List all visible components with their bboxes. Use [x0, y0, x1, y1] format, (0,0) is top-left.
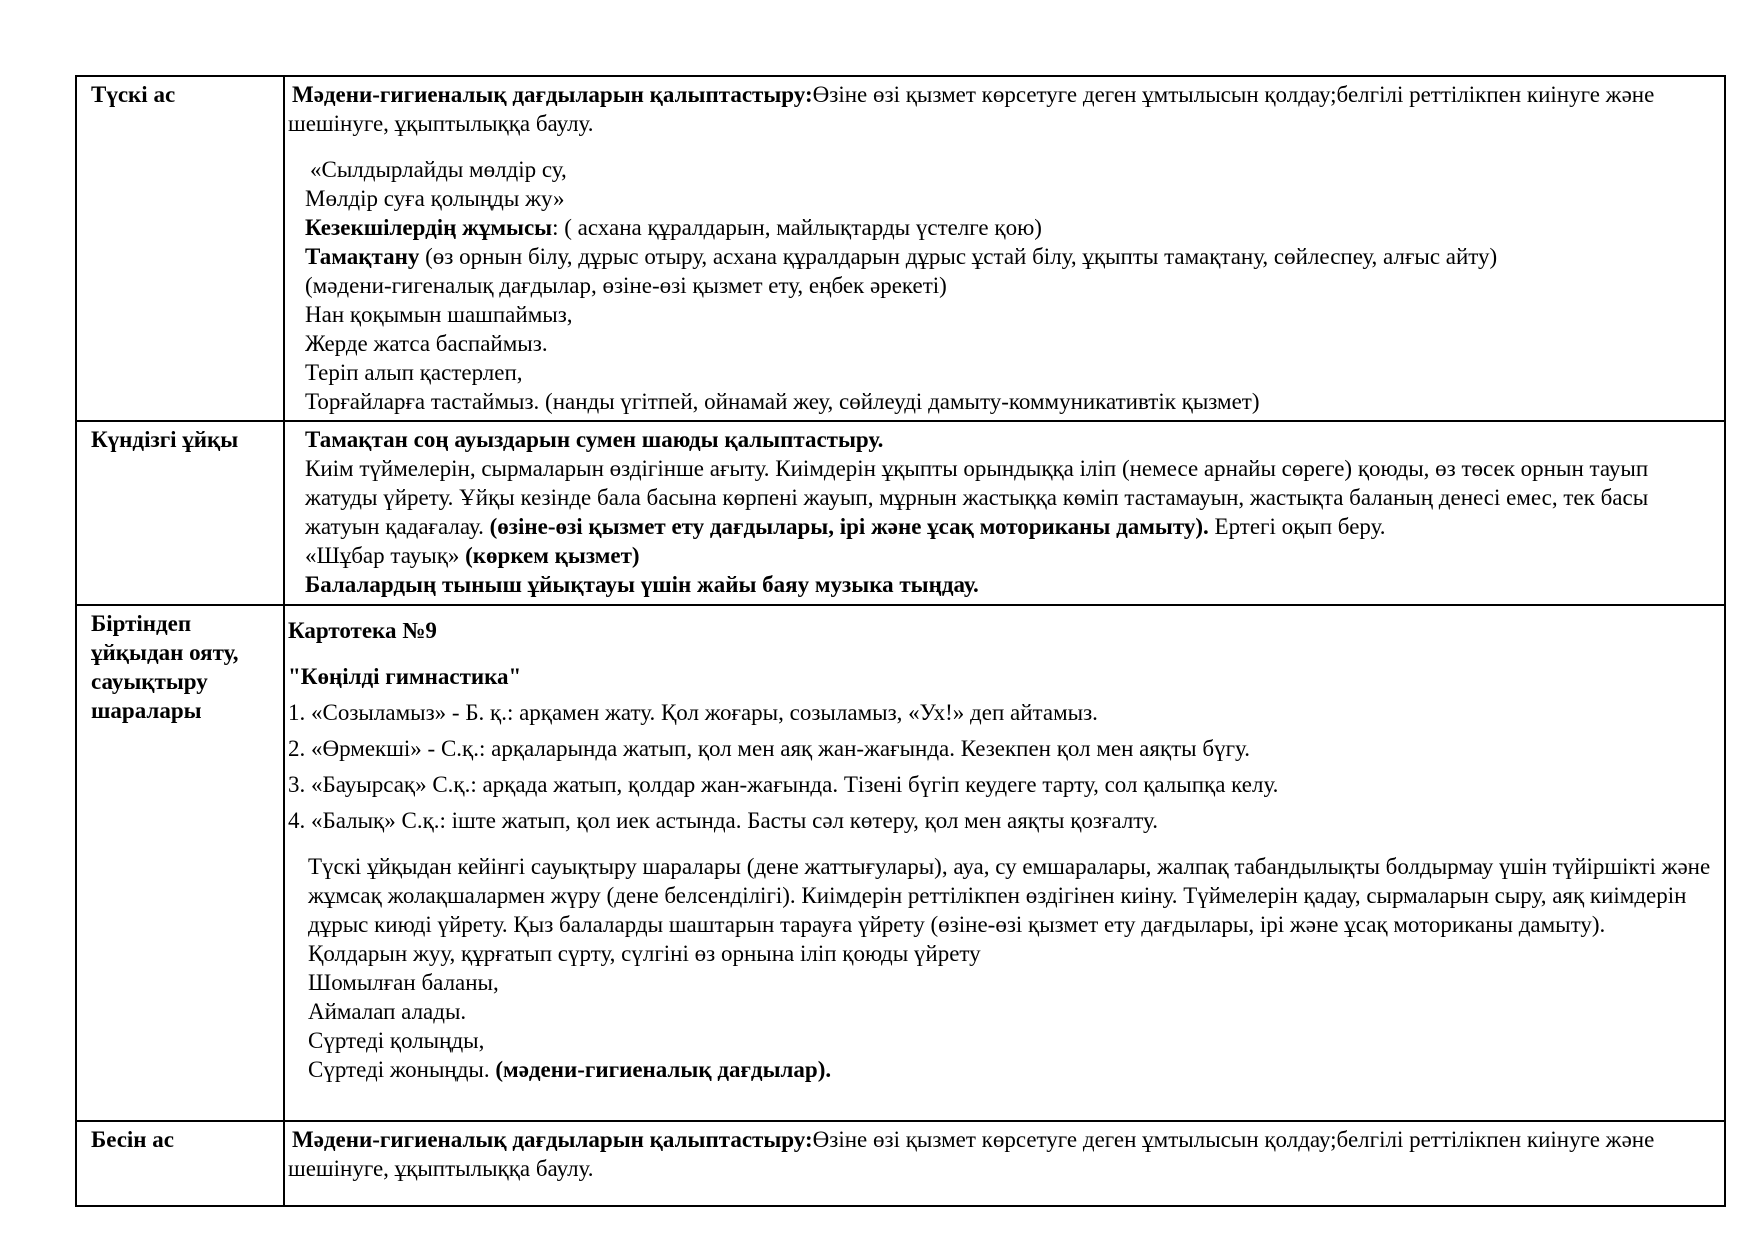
- poem-last-line: [308, 1055, 1720, 1084]
- poem-line: Жерде жатса баспаймыз.: [305, 331, 548, 356]
- duty-bold: Кезекшілердің жұмысы: [305, 215, 553, 240]
- story-title: «Шұбар тауық»: [305, 543, 466, 568]
- schedule-table: [75, 75, 1726, 1207]
- intro-bold: Мәдени-гигиеналық дағдыларын қалыптастыру:: [292, 1127, 813, 1152]
- meal-note: (мәдени-гигеналық дағдылар, өзіне-өзі қызмет ету, еңбек әрекеті): [305, 273, 947, 298]
- row-label: Күндізгі ұйқы: [76, 421, 284, 605]
- row-content: [284, 1121, 1725, 1206]
- table-row: [76, 605, 1725, 1121]
- poem-last-text: Сүртеді жоныңды.: [308, 1057, 496, 1082]
- sleep-tail: Ертегі оқып беру.: [1208, 514, 1386, 539]
- duty-line: [288, 213, 1720, 242]
- row-content: [284, 76, 1725, 421]
- intro-text: Өзіне өзі қызмет көрсетуге деген ұмтылысын қолдау;белгілі реттілікпен киінуге және шешінуге, ұқыптылыққа баулу.: [288, 82, 1655, 136]
- exercise-item: 3. «Бауырсақ» С.қ.: арқада жатып, қолдар жан-жағында. Тізені бүгіп кеудеге тарту, сол қалыпқа келу.: [288, 772, 1279, 797]
- story-line: [305, 541, 1720, 570]
- poem-line: Аймалап алады.: [308, 999, 467, 1024]
- story-bold: (көркем қызмет): [465, 543, 640, 568]
- meal-text: (өз орнын білу, дұрыс отыру, асхана құралдарын дұрыс ұстай білу, ұқыпты тамақтану, сөйлеспеу, алғыс айту): [419, 244, 1498, 269]
- intro-bold: Мәдени-гигиеналық дағдыларын қалыптастыру:: [292, 82, 813, 107]
- meal-bold: Тамақтану: [305, 244, 420, 269]
- table-row: [76, 421, 1725, 605]
- card-title: Картотека №9: [288, 618, 437, 643]
- gym-title: "Көңілді гимнастика": [288, 664, 522, 689]
- exercise-item: 4. «Балық» С.қ.: іште жатып, қол иек астында. Басты сәл көтеру, қол мен аяқты қозғалту.: [288, 808, 1159, 833]
- poem-line: Торғайларға тастаймыз. (нанды үгітпей, ойнамай жеу, сөйлеуді дамыту-коммуникативтік қызмет): [305, 389, 1260, 414]
- poem-line: Теріп алып қастерлеп,: [305, 360, 523, 385]
- poem-line: Нан қоқымын шашпаймыз,: [305, 302, 573, 327]
- poem-line: Шомылған баланы,: [308, 970, 499, 995]
- intro-text: Өзіне өзі қызмет көрсетуге деген ұмтылысын қолдау;белгілі реттілікпен киінуге және шешінуге, ұқыптылыққа баулу.: [288, 1127, 1655, 1181]
- duty-text: : ( асхана құралдарын, майлықтарды үстелге қою): [552, 215, 1042, 240]
- closing-line: Балалардың тыныш ұйықтауы үшін жайы баяу музыка тыңдау.: [305, 572, 979, 597]
- poem-line: «Сылдырлайды мөлдір су,: [310, 157, 567, 182]
- intro-paragraph: [288, 1125, 1720, 1183]
- wash-line: Қолдарын жуу, құрғатып сүрту, сүлгіні өз орнына іліп қоюды үйрету: [308, 941, 981, 966]
- poem-last-bold: (мәдени-гигиеналық дағдылар).: [495, 1057, 832, 1082]
- row-heading: Тамақтан соң ауыздарын сумен шаюды қалыптастыру.: [305, 427, 884, 452]
- exercise-item: 2. «Өрмекші» - С.қ.: арқаларында жатып, қол мен аяқ жан-жағында. Кезекпен қол мен аяқты бүгу.: [288, 736, 1250, 761]
- sleep-text: Киім түймелерін, сырмаларын өздігінше ағыту. Киімдерін ұқыпты орындыққа іліп (немесе арнайы сөреге) қоюды, өз төсек орнын тауып жатуды үйрету. Ұйқы кезінде бала басына көрпені жауып, мұрнын жастыққа көміп тастамауын, жастықта баланың денесі емес, тек басы жатуын қадағалау.: [305, 456, 1649, 539]
- row-label: Түскі ас: [76, 76, 284, 421]
- table-row: [76, 1121, 1725, 1206]
- meal-line: [288, 242, 1720, 271]
- poem-line: Мөлдір суға қолыңды жу»: [305, 186, 565, 211]
- sleep-bold: (өзіне-өзі қызмет ету дағдылары, ірі және ұсақ моториканы дамыту).: [489, 514, 1209, 539]
- poem-line: Сүртеді қолыңды,: [308, 1028, 485, 1053]
- exercise-item: 1. «Созыламыз» - Б. қ.: арқамен жату. Қол жоғары, созыламыз, «Ух!» деп айтамыз.: [288, 700, 1098, 725]
- wellness-paragraph: Түскі ұйқыдан кейінгі сауықтыру шаралары (дене жаттығулары), ауа, су емшаралары, жалпақ табандылықты болдырмау үшін түйіршікті және жұмсақ жолақшалармен жүру (дене белсенділігі). Киімдерін реттілікпен өздігінен киіну. Түймелерін қадау, сырмаларын сыру, аяқ киімдерін дұрыс киюді үйрету. Қыз балаларды шаштарын тарауға үйрету (өзіне-өзі қызмет ету дағдылары, ірі және ұсақ моториканы дамыту).: [308, 854, 1711, 937]
- sleep-paragraph: [305, 454, 1720, 541]
- row-content: [284, 421, 1725, 605]
- intro-paragraph: [288, 80, 1720, 138]
- row-label: Біртіндеп ұйқыдан ояту, сауықтыру шаралары: [76, 605, 284, 1121]
- row-label: Бесін ас: [76, 1121, 284, 1206]
- table-row: [76, 76, 1725, 421]
- row-content: [284, 605, 1725, 1121]
